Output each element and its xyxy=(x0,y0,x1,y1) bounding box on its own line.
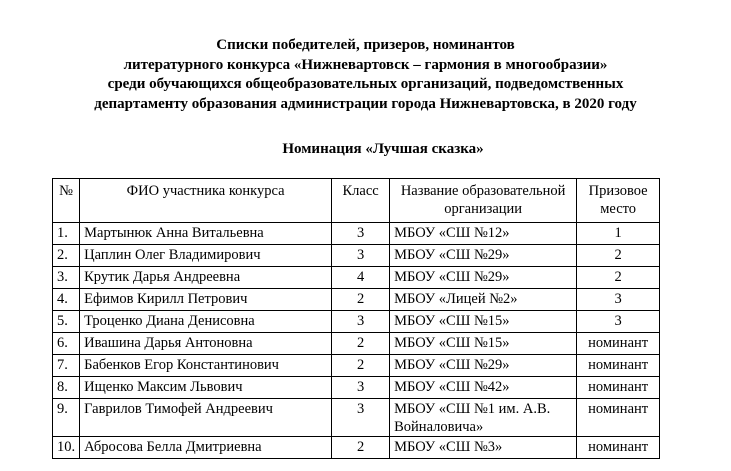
table-row xyxy=(53,223,660,245)
cell-school: МБОУ «СШ №29» xyxy=(390,245,577,267)
cell-grade: 2 xyxy=(332,289,390,311)
cell-name: Троценко Диана Денисовна xyxy=(80,311,332,333)
cell-place: 3 xyxy=(577,311,660,333)
cell-num: 7. xyxy=(53,355,80,377)
cell-name: Ивашина Дарья Антоновна xyxy=(80,333,332,355)
cell-place: номинант xyxy=(577,355,660,377)
cell-name: Абросова Белла Дмитриевна xyxy=(80,437,332,459)
cell-place: 2 xyxy=(577,245,660,267)
table-row xyxy=(53,437,660,459)
cell-school: МБОУ «СШ №12» xyxy=(390,223,577,245)
cell-num: 10. xyxy=(53,437,80,459)
cell-num: 3. xyxy=(53,267,80,289)
cell-num: 4. xyxy=(53,289,80,311)
cell-num: 9. xyxy=(53,399,80,437)
cell-school: МБОУ «Лицей №2» xyxy=(390,289,577,311)
cell-grade: 3 xyxy=(332,311,390,333)
cell-name: Гаврилов Тимофей Андреевич xyxy=(80,399,332,437)
cell-school: МБОУ «СШ №3» xyxy=(390,437,577,459)
cell-school: МБОУ «СШ №29» xyxy=(390,355,577,377)
cell-grade: 2 xyxy=(332,355,390,377)
cell-place: номинант xyxy=(577,399,660,437)
cell-place: номинант xyxy=(577,333,660,355)
table-row xyxy=(53,333,660,355)
cell-grade: 2 xyxy=(332,437,390,459)
cell-name: Мартынюк Анна Витальевна xyxy=(80,223,332,245)
cell-grade: 3 xyxy=(332,377,390,399)
table-row xyxy=(53,289,660,311)
cell-name: Крутик Дарья Андреевна xyxy=(80,267,332,289)
cell-name: Ефимов Кирилл Петрович xyxy=(80,289,332,311)
header-place: Призовое место xyxy=(577,179,660,223)
table-row xyxy=(53,399,660,437)
table-row xyxy=(53,245,660,267)
cell-grade: 3 xyxy=(332,223,390,245)
heading-line-1: Списки победителей, призеров, номинантов xyxy=(216,37,515,53)
cell-num: 2. xyxy=(53,245,80,267)
heading-line-4: департаменту образования администрации города Нижневартовска, в 2020 году xyxy=(94,95,637,112)
cell-school: МБОУ «СШ №42» xyxy=(390,377,577,399)
heading-line-2: литературного конкурса «Нижневартовск – гармония в многообразии» xyxy=(123,56,608,73)
heading-line-3: среди обучающихся общеобразовательных организаций, подведомственных xyxy=(107,76,624,92)
header-grade: Класс xyxy=(332,179,390,223)
cell-place: 3 xyxy=(577,289,660,311)
cell-place: 2 xyxy=(577,267,660,289)
nomination-title: Номинация «Лучшая сказка» xyxy=(282,141,484,157)
cell-place: номинант xyxy=(577,377,660,399)
cell-school: МБОУ «СШ №15» xyxy=(390,311,577,333)
header-name: ФИО участника конкурса xyxy=(80,179,332,223)
document-heading xyxy=(0,36,731,114)
cell-grade: 4 xyxy=(332,267,390,289)
cell-school: МБОУ «СШ №1 им. А.В. Войналовича» xyxy=(390,399,577,437)
header-school: Название образовательной организации xyxy=(390,179,577,223)
cell-grade: 2 xyxy=(332,333,390,355)
cell-num: 8. xyxy=(53,377,80,399)
cell-place: номинант xyxy=(577,437,660,459)
cell-school: МБОУ «СШ №29» xyxy=(390,267,577,289)
header-num: № xyxy=(53,179,80,223)
cell-name: Ищенко Максим Львович xyxy=(80,377,332,399)
table-header-row xyxy=(53,179,660,223)
results-table xyxy=(52,178,660,459)
table-body xyxy=(53,223,660,459)
cell-num: 1. xyxy=(53,223,80,245)
table-row xyxy=(53,311,660,333)
cell-num: 6. xyxy=(53,333,80,355)
cell-name: Цаплин Олег Владимирович xyxy=(80,245,332,267)
cell-grade: 3 xyxy=(332,399,390,437)
cell-name: Бабенков Егор Константинович xyxy=(80,355,332,377)
table-row xyxy=(53,267,660,289)
cell-num: 5. xyxy=(53,311,80,333)
cell-place: 1 xyxy=(577,223,660,245)
table-row xyxy=(53,355,660,377)
cell-school: МБОУ «СШ №15» xyxy=(390,333,577,355)
table-row xyxy=(53,377,660,399)
cell-grade: 3 xyxy=(332,245,390,267)
